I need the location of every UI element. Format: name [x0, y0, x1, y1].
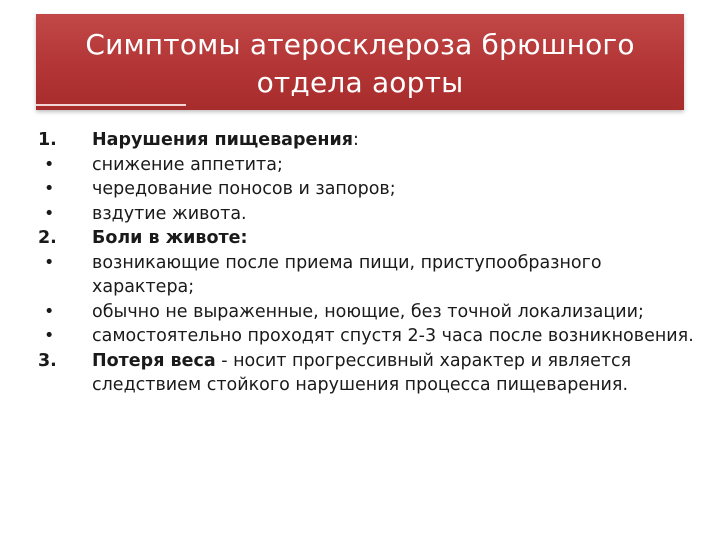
list-item-bullet — [36, 324, 696, 349]
item-heading: Боли в животе: — [92, 228, 248, 248]
bullet-icon: • — [44, 301, 55, 322]
item-heading: Потеря веса — [92, 350, 216, 371]
slide-title-line-1: Симптомы атеросклероза брюшного — [85, 28, 635, 61]
list-item-2 — [36, 226, 696, 251]
bullet-icon: • — [44, 326, 55, 346]
list-item-bullet — [36, 300, 696, 325]
list-item-3 — [36, 349, 696, 398]
item-number: 3. — [38, 350, 57, 371]
slide-title-line-2: отдела аорты — [256, 66, 464, 99]
bullet-icon: • — [44, 154, 55, 175]
item-text: вздутие живота. — [92, 203, 247, 224]
item-text: обычно не выраженные, ноющие, без точной локализации; — [92, 301, 644, 322]
item-text: снижение аппетита; — [92, 154, 283, 175]
item-number: 2. — [38, 228, 57, 248]
list-item-bullet — [36, 202, 696, 227]
bullet-icon: • — [44, 203, 55, 224]
list-item-bullet — [36, 153, 696, 178]
item-text: возникающие после приема пищи, приступообразного характера; — [92, 252, 602, 297]
slide-title — [36, 26, 684, 102]
bullet-icon: • — [44, 252, 55, 273]
title-accent-line — [36, 104, 186, 106]
item-text: чередование поносов и запоров; — [92, 179, 396, 199]
item-text — [92, 128, 696, 153]
list-item-bullet — [36, 177, 696, 202]
item-body: : — [352, 130, 359, 150]
title-banner — [36, 14, 684, 110]
item-body: - носит прогрессивный характер и является следствием стойкого нарушения процесса пищеварения. — [92, 350, 632, 395]
list-item-1 — [36, 128, 696, 153]
bullet-icon: • — [44, 179, 55, 199]
item-text: самостоятельно проходят спустя 2-3 часа после возникновения. — [92, 326, 694, 346]
symptom-list — [36, 128, 696, 398]
list-item-bullet — [36, 251, 696, 300]
item-number: 1. — [38, 130, 57, 150]
item-text — [92, 349, 696, 398]
item-heading: Нарушения пищеварения — [92, 130, 353, 150]
